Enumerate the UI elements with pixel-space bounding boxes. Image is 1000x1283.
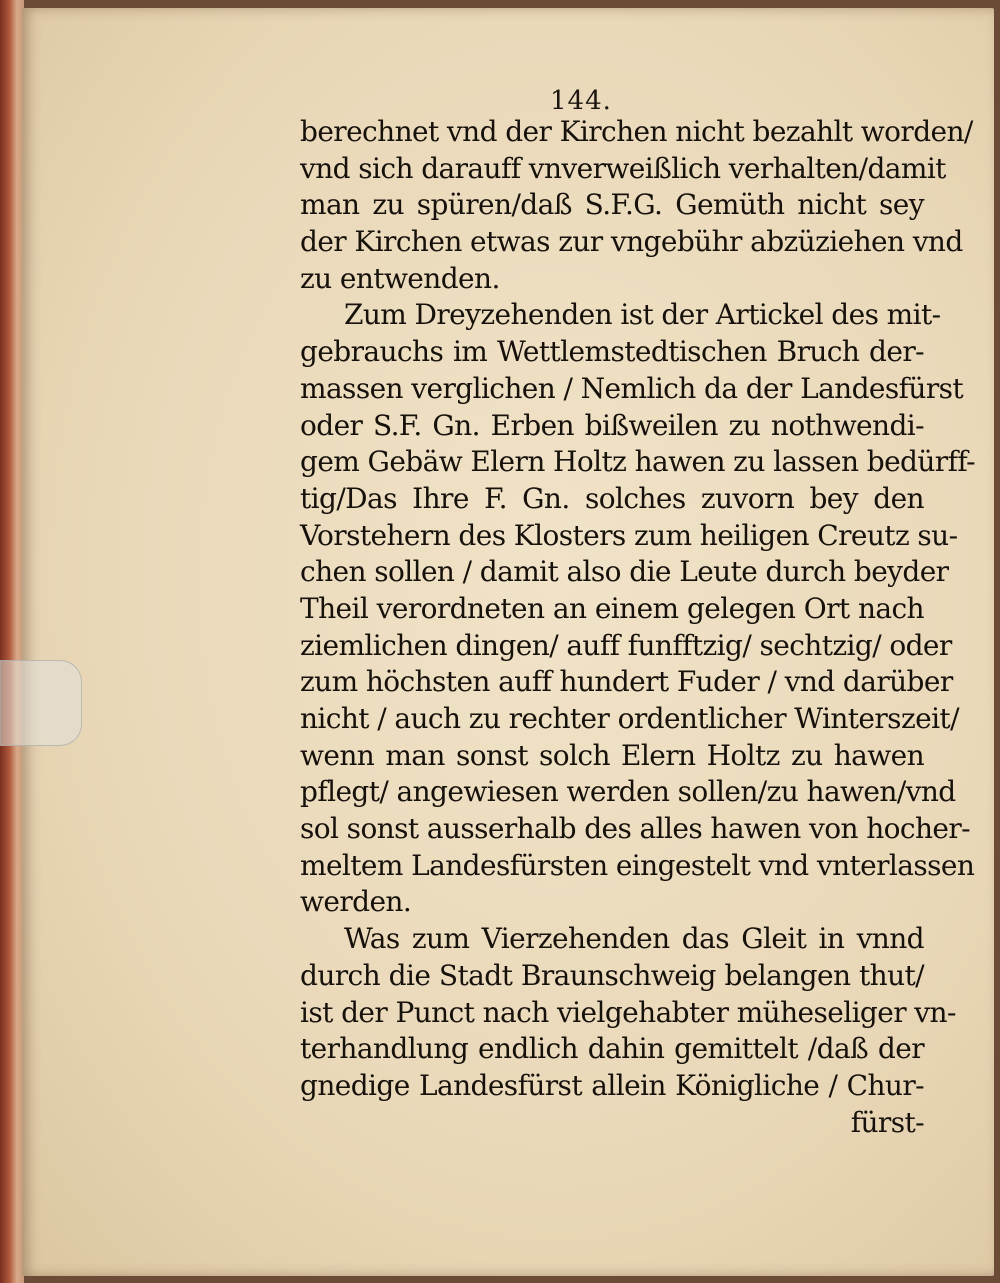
text-line: vnd sich darauff vnverweißlich verhalten/damit xyxy=(300,151,946,185)
text-line: oder S.F. Gn. Erben bißweilen zu nothwendi- xyxy=(300,408,924,442)
text-line: werden. xyxy=(300,885,412,919)
text-line: gnedige Landesfürst allein Königliche / Chur- xyxy=(300,1068,924,1102)
text-line: gem Gebäw Elern Holtz hawen zu lassen bedürff- xyxy=(300,445,975,479)
page-number: 144. xyxy=(550,86,612,116)
text-line: wenn man sonst solch Elern Holtz zu hawen xyxy=(300,738,924,772)
text-line: zum höchsten auff hundert Fuder / vnd darüber xyxy=(300,665,953,699)
text-line: Zum Dreyzehenden ist der Artickel des mit- xyxy=(344,298,941,332)
text-line: massen verglichen / Nemlich da der Landesfürst xyxy=(300,371,964,405)
text-line: Vorstehern des Klosters zum heiligen Creutz su- xyxy=(300,518,958,552)
text-line: Was zum Vierzehenden das Gleit in vnnd xyxy=(344,922,924,956)
text-line: man zu spüren/daß S.F.G. Gemüth nicht sey xyxy=(300,188,924,222)
text-line: Theil verordneten an einem gelegen Ort nach xyxy=(300,591,924,625)
plastic-tab-marker xyxy=(0,660,82,746)
text-line: berechnet vnd der Kirchen nicht bezahlt worden/ xyxy=(300,115,973,148)
text-line: durch die Stadt Braunschweig belangen thut/ xyxy=(300,958,924,992)
document-page xyxy=(22,8,994,1276)
text-line: chen sollen / damit also die Leute durch beyder xyxy=(300,555,949,589)
text-line: der Kirchen etwas zur vngebühr abzüziehen vnd xyxy=(300,225,963,259)
text-line: sol sonst ausserhalb des alles hawen von hocher- xyxy=(300,812,971,846)
text-line: ziemlichen dingen/ auff funfftzig/ sechtzig/ oder xyxy=(300,628,952,662)
text-line: ist der Punct nach vielgehabter müheseliger vn- xyxy=(300,995,956,1029)
text-line: zu entwenden. xyxy=(300,261,500,295)
text-line: tig/Das Ihre F. Gn. solches zuvorn bey den xyxy=(300,481,924,515)
text-line: nicht / auch zu rechter ordentlicher Winterszeit/ xyxy=(300,702,959,735)
text-line: pflegt/ angewiesen werden sollen/zu hawen/vnd xyxy=(300,775,956,809)
text-line: gebrauchs im Wettlemstedtischen Bruch der- xyxy=(300,335,924,369)
book-edge xyxy=(0,0,24,1283)
text-block xyxy=(300,114,975,1141)
text-line: meltem Landesfürsten eingestelt vnd vnterlassen xyxy=(300,848,975,882)
text-line: fürst- xyxy=(850,1105,924,1139)
text-line: terhandlung endlich dahin gemittelt /daß der xyxy=(300,1032,924,1066)
